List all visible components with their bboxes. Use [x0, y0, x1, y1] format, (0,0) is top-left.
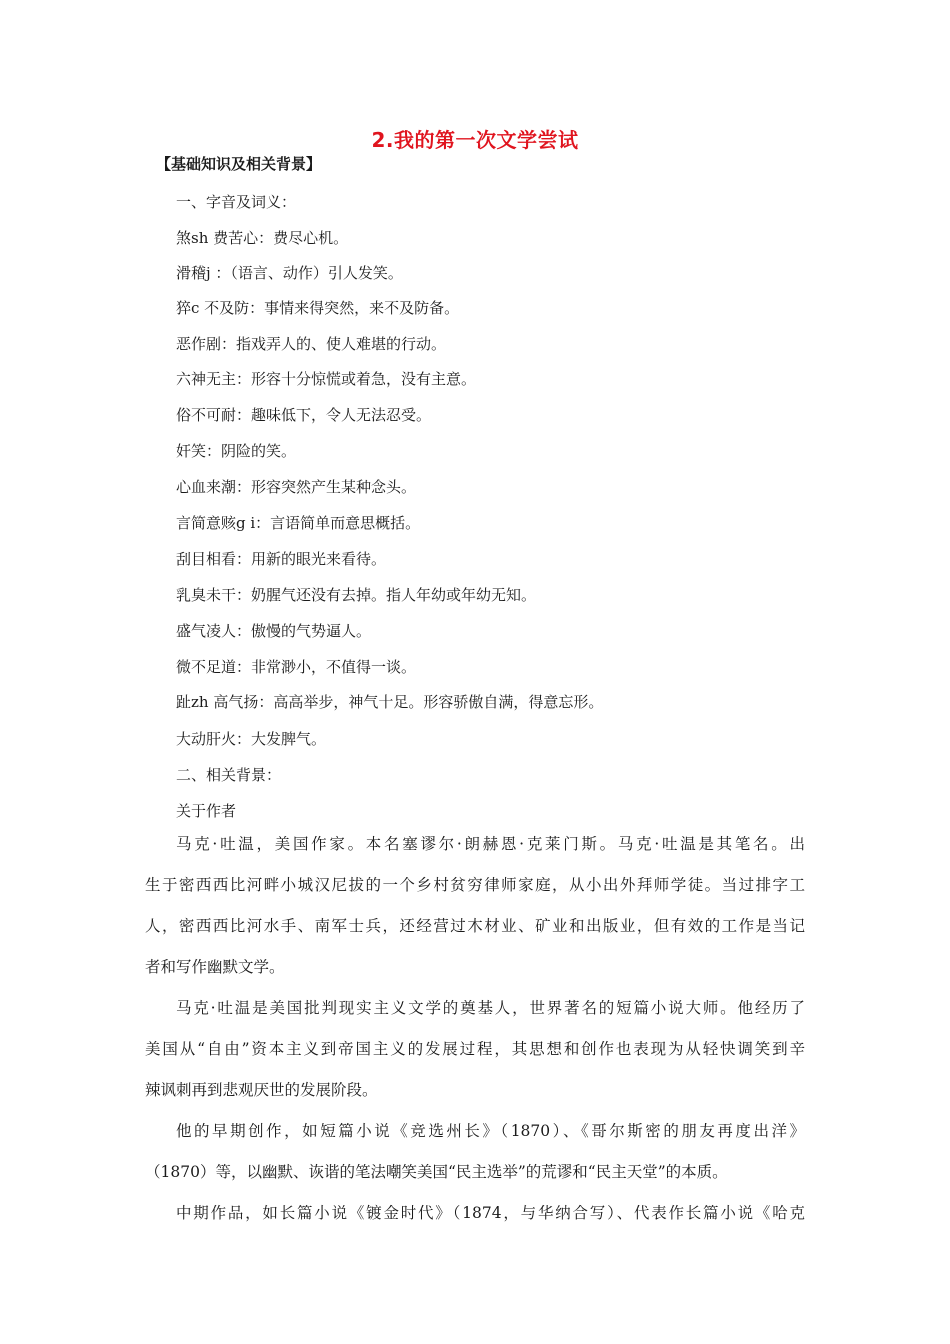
vocab-item: 言简意赅g i：言语简单而意思概括。 — [176, 514, 421, 532]
vocab-item: 俗不可耐：趣味低下，令人无法忍受。 — [176, 406, 432, 424]
author-paragraph-3 — [145, 1111, 805, 1193]
author-paragraph-1 — [145, 824, 805, 988]
part1-heading: 一、字音及词义： — [176, 193, 297, 211]
paragraph-line: 马克·吐温，美国作家。本名塞谬尔·朗赫恩·克莱门斯。马克·吐温是其笔名。出 — [176, 835, 805, 853]
paragraph-line: （1870）等，以幽默、诙谐的笔法嘲笑美国“民主选举”的荒谬和“民主天堂”的本质。 — [145, 1163, 728, 1181]
vocab-item: 刮目相看：用新的眼光来看待。 — [176, 550, 387, 568]
paragraph-line: 马克·吐温是美国批判现实主义文学的奠基人，世界著名的短篇小说大师。他经历了 — [176, 999, 805, 1017]
paragraph-line: 他的早期创作，如短篇小说《竞选州长》（1870）、《哥尔斯密的朋友再度出洋》 — [176, 1122, 805, 1140]
vocab-item: 微不足道：非常渺小，不值得一谈。 — [176, 658, 417, 676]
section-heading: 【基础知识及相关背景】 — [156, 155, 322, 173]
vocab-item: 乳臭未干：奶腥气还没有去掉。指人年幼或年幼无知。 — [176, 586, 537, 604]
vocab-item: 六神无主：形容十分惊慌或着急，没有主意。 — [176, 370, 477, 388]
paragraph-line: 生于密西西比河畔小城汉尼拔的一个乡村贫穷律师家庭，从小出外拜师学徒。当过排字工 — [145, 876, 805, 894]
paragraph-line: 中期作品，如长篇小说《镀金时代》（1874，与华纳合写）、代表作长篇小说《哈克 — [176, 1204, 805, 1222]
vocab-item: 煞sh 费苦心：费尽心机。 — [176, 229, 349, 247]
vocab-item: 大动肝火：大发脾气。 — [176, 730, 327, 748]
part2-heading: 二、相关背景： — [176, 766, 282, 784]
paragraph-line: 辣讽刺再到悲观厌世的发展阶段。 — [145, 1081, 378, 1099]
vocab-item: 盛气凌人：傲慢的气势逼人。 — [176, 622, 372, 640]
author-paragraph-2 — [145, 988, 805, 1111]
paragraph-line: 美国从“自由”资本主义到帝国主义的发展过程，其思想和创作也表现为从轻快调笑到辛 — [145, 1040, 805, 1058]
vocab-item: 滑稽j ：（语言、动作）引人发笑。 — [176, 264, 403, 282]
vocab-item: 心血来潮：形容突然产生某种念头。 — [176, 478, 417, 496]
paragraph-line: 人，密西西比河水手、南军士兵，还经营过木材业、矿业和出版业，但有效的工作是当记 — [145, 917, 805, 935]
vocab-item: 恶作剧：指戏弄人的、使人难堪的行动。 — [176, 335, 447, 353]
vocab-item: 奸笑：阴险的笑。 — [176, 442, 297, 460]
paragraph-line: 者和写作幽默文学。 — [145, 958, 285, 976]
vocab-item: 趾zh 高气扬：高高举步，神气十足。形容骄傲自满，得意忘形。 — [176, 693, 604, 711]
document-title: 2.我的第一次文学尝试 — [371, 128, 579, 152]
vocab-item: 猝c 不及防：事情来得突然，来不及防备。 — [176, 299, 460, 317]
about-author-heading: 关于作者 — [176, 802, 237, 820]
author-paragraph-4 — [145, 1193, 805, 1234]
